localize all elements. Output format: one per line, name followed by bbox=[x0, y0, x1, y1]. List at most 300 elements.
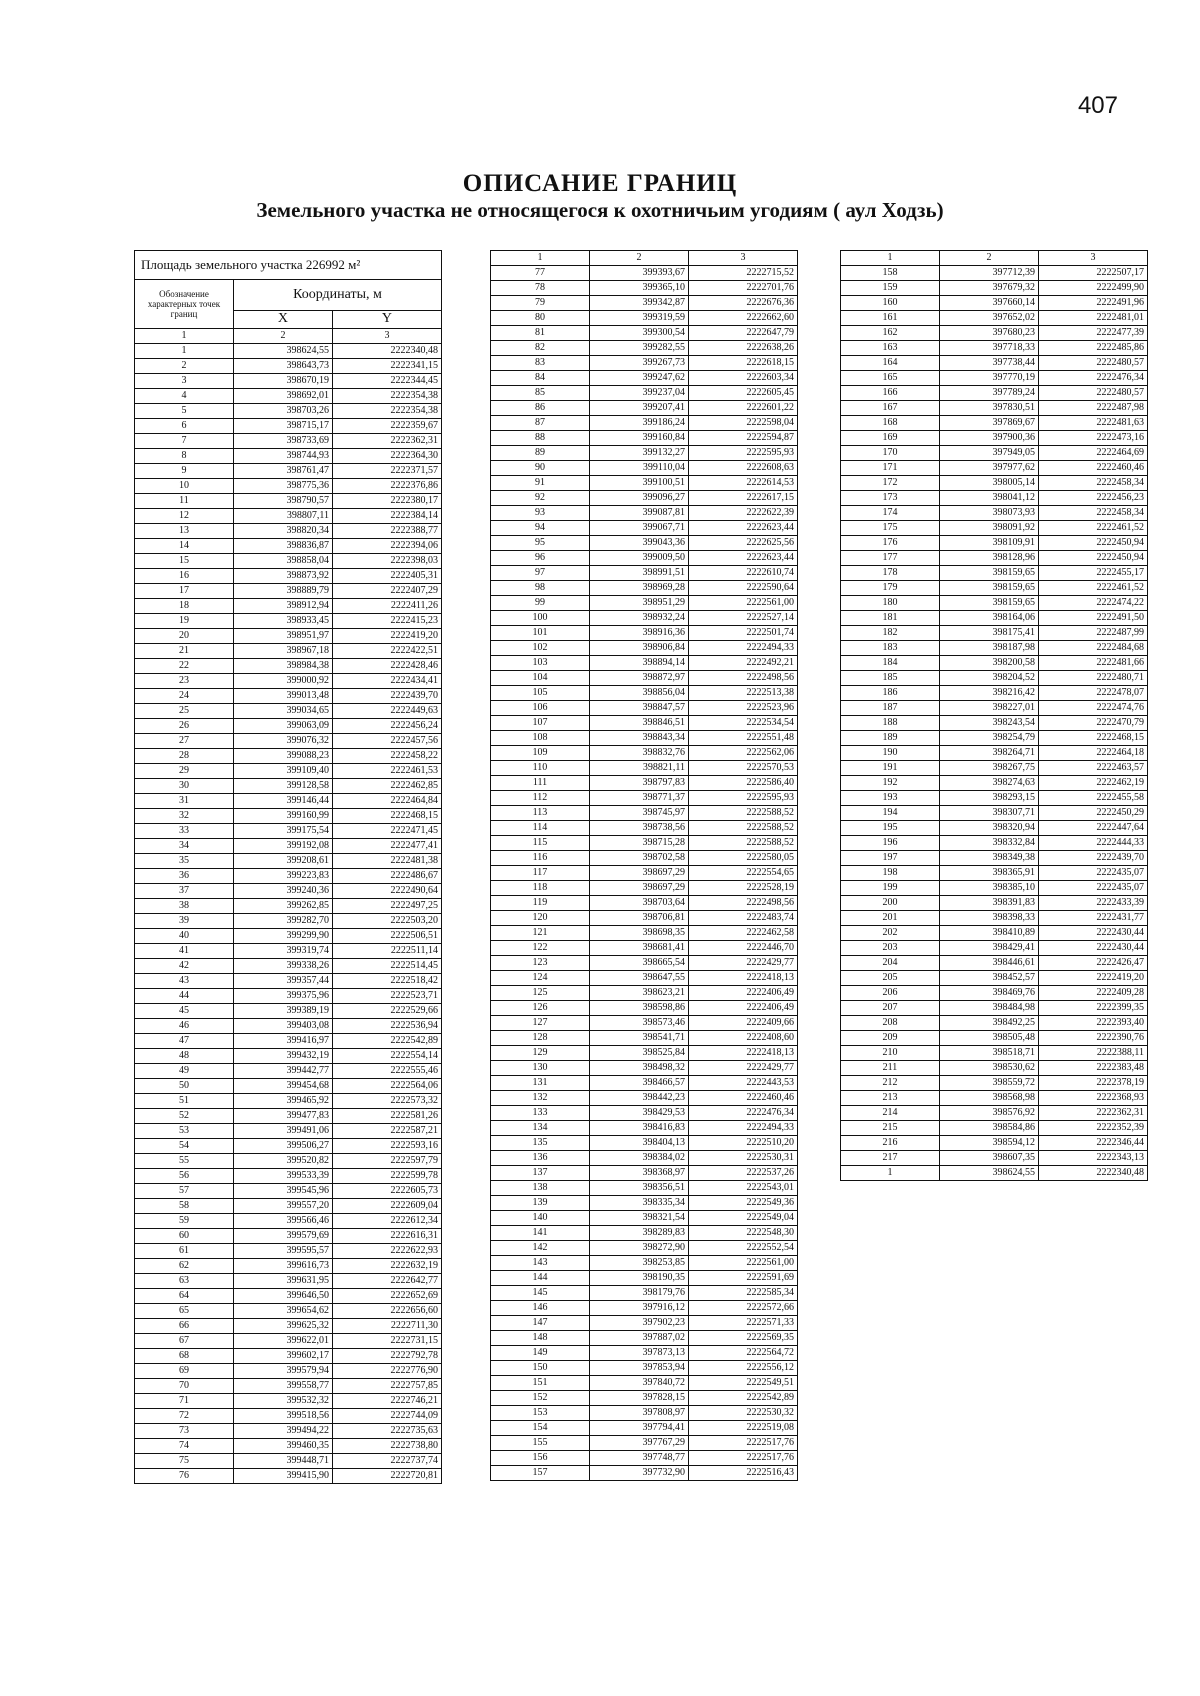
point-number: 143 bbox=[491, 1256, 590, 1271]
col-number: 1 bbox=[491, 251, 590, 266]
table-row bbox=[491, 776, 798, 791]
point-number: 73 bbox=[135, 1424, 234, 1439]
point-number: 192 bbox=[841, 776, 940, 791]
y-coordinate: 2222473,16 bbox=[1039, 431, 1148, 446]
point-number: 126 bbox=[491, 1001, 590, 1016]
point-number: 207 bbox=[841, 1001, 940, 1016]
point-number: 75 bbox=[135, 1454, 234, 1469]
table-row bbox=[135, 704, 442, 719]
y-coordinate: 2222622,93 bbox=[332, 1244, 441, 1259]
y-coordinate: 2222573,32 bbox=[332, 1094, 441, 1109]
table-row bbox=[841, 1016, 1148, 1031]
y-coordinate: 2222405,31 bbox=[332, 569, 441, 584]
point-number: 191 bbox=[841, 761, 940, 776]
y-coordinate: 2222616,31 bbox=[332, 1229, 441, 1244]
point-number: 86 bbox=[491, 401, 590, 416]
point-number: 161 bbox=[841, 311, 940, 326]
y-coordinate: 2222581,26 bbox=[332, 1109, 441, 1124]
point-number: 48 bbox=[135, 1049, 234, 1064]
point-number: 186 bbox=[841, 686, 940, 701]
table-row bbox=[135, 1199, 442, 1214]
y-coordinate: 2222399,35 bbox=[1039, 1001, 1148, 1016]
point-number: 158 bbox=[841, 266, 940, 281]
x-coordinate: 398498,32 bbox=[590, 1061, 689, 1076]
x-coordinate: 398384,02 bbox=[590, 1151, 689, 1166]
point-number: 10 bbox=[135, 479, 234, 494]
y-coordinate: 2222499,90 bbox=[1039, 281, 1148, 296]
y-coordinate: 2222462,58 bbox=[689, 926, 798, 941]
point-number: 185 bbox=[841, 671, 940, 686]
point-number: 150 bbox=[491, 1361, 590, 1376]
table-row bbox=[841, 701, 1148, 716]
y-coordinate: 2222642,77 bbox=[332, 1274, 441, 1289]
document-subtitle: Земельного участка не относящегося к охотничьим угодиям ( аул Ходзь) bbox=[256, 198, 944, 222]
table-row bbox=[135, 599, 442, 614]
table-row bbox=[135, 764, 442, 779]
table-row bbox=[135, 884, 442, 899]
table-row bbox=[491, 446, 798, 461]
x-coordinate: 399088,23 bbox=[234, 749, 333, 764]
table-row bbox=[841, 926, 1148, 941]
point-number: 188 bbox=[841, 716, 940, 731]
y-coordinate: 2222586,40 bbox=[689, 776, 798, 791]
table-row bbox=[491, 941, 798, 956]
y-coordinate: 2222419,20 bbox=[332, 629, 441, 644]
x-coordinate: 397840,72 bbox=[590, 1376, 689, 1391]
x-coordinate: 399262,85 bbox=[234, 899, 333, 914]
y-coordinate: 2222738,80 bbox=[332, 1439, 441, 1454]
x-coordinate: 399532,32 bbox=[234, 1394, 333, 1409]
x-coordinate: 398187,98 bbox=[940, 641, 1039, 656]
x-coordinate: 398466,57 bbox=[590, 1076, 689, 1091]
table-row bbox=[491, 551, 798, 566]
x-coordinate: 397828,15 bbox=[590, 1391, 689, 1406]
x-coordinate: 399013,48 bbox=[234, 689, 333, 704]
x-coordinate: 398703,26 bbox=[234, 404, 333, 419]
table-row bbox=[491, 1361, 798, 1376]
y-coordinate: 2222362,31 bbox=[1039, 1106, 1148, 1121]
table-row bbox=[135, 554, 442, 569]
point-number: 130 bbox=[491, 1061, 590, 1076]
y-coordinate: 2222426,47 bbox=[1039, 956, 1148, 971]
y-coordinate: 2222519,08 bbox=[689, 1421, 798, 1436]
x-coordinate: 398933,45 bbox=[234, 614, 333, 629]
y-coordinate: 2222461,52 bbox=[1039, 581, 1148, 596]
point-number: 206 bbox=[841, 986, 940, 1001]
point-number: 68 bbox=[135, 1349, 234, 1364]
point-number: 37 bbox=[135, 884, 234, 899]
x-header: X bbox=[234, 310, 333, 328]
y-coordinate: 2222561,00 bbox=[689, 1256, 798, 1271]
point-number: 201 bbox=[841, 911, 940, 926]
table-row bbox=[841, 791, 1148, 806]
table-row bbox=[491, 1121, 798, 1136]
point-number: 170 bbox=[841, 446, 940, 461]
x-coordinate: 398832,76 bbox=[590, 746, 689, 761]
table-row bbox=[841, 506, 1148, 521]
table-row bbox=[135, 1289, 442, 1304]
y-coordinate: 2222530,32 bbox=[689, 1406, 798, 1421]
table-row bbox=[491, 1316, 798, 1331]
point-number: 159 bbox=[841, 281, 940, 296]
point-number: 33 bbox=[135, 824, 234, 839]
x-coordinate: 398594,12 bbox=[940, 1136, 1039, 1151]
x-coordinate: 399545,96 bbox=[234, 1184, 333, 1199]
point-number: 94 bbox=[491, 521, 590, 536]
x-coordinate: 398368,97 bbox=[590, 1166, 689, 1181]
point-number: 61 bbox=[135, 1244, 234, 1259]
table-row bbox=[135, 1454, 442, 1469]
table-row bbox=[491, 926, 798, 941]
y-coordinate: 2222492,21 bbox=[689, 656, 798, 671]
x-coordinate: 397900,36 bbox=[940, 431, 1039, 446]
y-coordinate: 2222435,07 bbox=[1039, 866, 1148, 881]
x-coordinate: 398272,90 bbox=[590, 1241, 689, 1256]
point-number: 184 bbox=[841, 656, 940, 671]
y-coordinate: 2222506,51 bbox=[332, 929, 441, 944]
x-coordinate: 398005,14 bbox=[940, 476, 1039, 491]
table-row bbox=[135, 374, 442, 389]
table-row bbox=[841, 866, 1148, 881]
point-number: 22 bbox=[135, 659, 234, 674]
x-coordinate: 399477,83 bbox=[234, 1109, 333, 1124]
point-number: 53 bbox=[135, 1124, 234, 1139]
coordinates-header: Координаты, м bbox=[234, 280, 442, 311]
table-row bbox=[491, 731, 798, 746]
table-row bbox=[491, 1436, 798, 1451]
table-row bbox=[135, 1124, 442, 1139]
table-row bbox=[135, 944, 442, 959]
point-number: 136 bbox=[491, 1151, 590, 1166]
table-row bbox=[135, 1004, 442, 1019]
y-coordinate: 2222457,56 bbox=[332, 734, 441, 749]
table-row bbox=[841, 1091, 1148, 1106]
point-number: 80 bbox=[491, 311, 590, 326]
table-row bbox=[841, 1121, 1148, 1136]
x-coordinate: 399282,70 bbox=[234, 914, 333, 929]
y-coordinate: 2222518,42 bbox=[332, 974, 441, 989]
x-coordinate: 398846,51 bbox=[590, 716, 689, 731]
point-number: 213 bbox=[841, 1091, 940, 1106]
table-row bbox=[135, 614, 442, 629]
x-coordinate: 398429,41 bbox=[940, 941, 1039, 956]
y-coordinate: 2222418,13 bbox=[689, 1046, 798, 1061]
table-row bbox=[841, 536, 1148, 551]
table-row bbox=[135, 419, 442, 434]
x-coordinate: 398715,28 bbox=[590, 836, 689, 851]
table-row bbox=[841, 686, 1148, 701]
y-coordinate: 2222593,16 bbox=[332, 1139, 441, 1154]
x-coordinate: 398289,83 bbox=[590, 1226, 689, 1241]
y-coordinate: 2222605,45 bbox=[689, 386, 798, 401]
table-row bbox=[135, 1034, 442, 1049]
y-coordinate: 2222608,63 bbox=[689, 461, 798, 476]
point-number: 54 bbox=[135, 1139, 234, 1154]
table-row bbox=[841, 896, 1148, 911]
x-coordinate: 399087,81 bbox=[590, 506, 689, 521]
x-coordinate: 398797,83 bbox=[590, 776, 689, 791]
point-number: 71 bbox=[135, 1394, 234, 1409]
x-coordinate: 398643,73 bbox=[234, 359, 333, 374]
x-coordinate: 397794,41 bbox=[590, 1421, 689, 1436]
y-coordinate: 2222439,70 bbox=[1039, 851, 1148, 866]
table-row bbox=[491, 1001, 798, 1016]
point-number: 18 bbox=[135, 599, 234, 614]
table-row bbox=[841, 341, 1148, 356]
col-number: 1 bbox=[841, 251, 940, 266]
table-row bbox=[841, 491, 1148, 506]
y-coordinate: 2222676,36 bbox=[689, 296, 798, 311]
y-coordinate: 2222601,22 bbox=[689, 401, 798, 416]
x-coordinate: 398349,38 bbox=[940, 851, 1039, 866]
y-coordinate: 2222384,14 bbox=[332, 509, 441, 524]
point-number: 214 bbox=[841, 1106, 940, 1121]
table-row bbox=[491, 521, 798, 536]
table-row bbox=[135, 689, 442, 704]
table-row bbox=[491, 356, 798, 371]
x-coordinate: 399175,54 bbox=[234, 824, 333, 839]
y-coordinate: 2222463,57 bbox=[1039, 761, 1148, 776]
y-coordinate: 2222498,56 bbox=[689, 671, 798, 686]
table-row bbox=[135, 1019, 442, 1034]
y-coordinate: 2222585,34 bbox=[689, 1286, 798, 1301]
x-coordinate: 399533,39 bbox=[234, 1169, 333, 1184]
y-coordinate: 2222487,99 bbox=[1039, 626, 1148, 641]
y-coordinate: 2222435,07 bbox=[1039, 881, 1148, 896]
table-row bbox=[135, 359, 442, 374]
point-number: 173 bbox=[841, 491, 940, 506]
point-number: 114 bbox=[491, 821, 590, 836]
y-coordinate: 2222554,14 bbox=[332, 1049, 441, 1064]
table-row bbox=[135, 449, 442, 464]
table-row bbox=[135, 1049, 442, 1064]
y-coordinate: 2222450,29 bbox=[1039, 806, 1148, 821]
point-number: 142 bbox=[491, 1241, 590, 1256]
x-coordinate: 398484,98 bbox=[940, 1001, 1039, 1016]
table-row bbox=[491, 836, 798, 851]
point-number: 17 bbox=[135, 584, 234, 599]
point-number: 41 bbox=[135, 944, 234, 959]
y-coordinate: 2222603,34 bbox=[689, 371, 798, 386]
table-row bbox=[841, 296, 1148, 311]
table-row bbox=[491, 881, 798, 896]
coordinates-table-1 bbox=[134, 250, 442, 1484]
y-coordinate: 2222701,76 bbox=[689, 281, 798, 296]
y-coordinate: 2222517,76 bbox=[689, 1436, 798, 1451]
y-coordinate: 2222431,77 bbox=[1039, 911, 1148, 926]
x-coordinate: 399223,83 bbox=[234, 869, 333, 884]
point-number: 65 bbox=[135, 1304, 234, 1319]
y-coordinate: 2222612,34 bbox=[332, 1214, 441, 1229]
point-number: 60 bbox=[135, 1229, 234, 1244]
table-row bbox=[135, 1364, 442, 1379]
point-number: 45 bbox=[135, 1004, 234, 1019]
x-coordinate: 398109,91 bbox=[940, 536, 1039, 551]
point-number: 198 bbox=[841, 866, 940, 881]
y-coordinate: 2222609,04 bbox=[332, 1199, 441, 1214]
y-coordinate: 2222792,78 bbox=[332, 1349, 441, 1364]
x-coordinate: 398744,93 bbox=[234, 449, 333, 464]
y-coordinate: 2222460,46 bbox=[689, 1091, 798, 1106]
table-row bbox=[135, 824, 442, 839]
x-coordinate: 399442,77 bbox=[234, 1064, 333, 1079]
table-row bbox=[491, 1046, 798, 1061]
x-coordinate: 399460,35 bbox=[234, 1439, 333, 1454]
table-row bbox=[135, 434, 442, 449]
y-coordinate: 2222462,19 bbox=[1039, 776, 1148, 791]
x-coordinate: 398385,10 bbox=[940, 881, 1039, 896]
y-coordinate: 2222542,89 bbox=[332, 1034, 441, 1049]
y-coordinate: 2222340,48 bbox=[332, 344, 441, 359]
x-coordinate: 399579,69 bbox=[234, 1229, 333, 1244]
table-row bbox=[491, 746, 798, 761]
table-row bbox=[841, 476, 1148, 491]
x-coordinate: 397873,13 bbox=[590, 1346, 689, 1361]
table-row bbox=[135, 974, 442, 989]
point-number: 36 bbox=[135, 869, 234, 884]
table-row bbox=[491, 1106, 798, 1121]
y-coordinate: 2222516,43 bbox=[689, 1466, 798, 1481]
table-row bbox=[491, 581, 798, 596]
table-row bbox=[135, 1424, 442, 1439]
x-coordinate: 399518,56 bbox=[234, 1409, 333, 1424]
x-coordinate: 397660,14 bbox=[940, 296, 1039, 311]
table-row bbox=[841, 551, 1148, 566]
point-number: 100 bbox=[491, 611, 590, 626]
table-row bbox=[841, 1046, 1148, 1061]
point-number: 172 bbox=[841, 476, 940, 491]
x-coordinate: 398216,42 bbox=[940, 686, 1039, 701]
x-coordinate: 399300,54 bbox=[590, 326, 689, 341]
point-number: 115 bbox=[491, 836, 590, 851]
point-number: 5 bbox=[135, 404, 234, 419]
point-number: 212 bbox=[841, 1076, 940, 1091]
y-coordinate: 2222528,19 bbox=[689, 881, 798, 896]
point-number: 97 bbox=[491, 566, 590, 581]
table-row bbox=[135, 719, 442, 734]
y-coordinate: 2222523,71 bbox=[332, 989, 441, 1004]
point-number: 69 bbox=[135, 1364, 234, 1379]
table-row bbox=[491, 896, 798, 911]
y-coordinate: 2222536,94 bbox=[332, 1019, 441, 1034]
table-row bbox=[135, 854, 442, 869]
point-number: 123 bbox=[491, 956, 590, 971]
table-row bbox=[841, 401, 1148, 416]
point-number: 165 bbox=[841, 371, 940, 386]
point-number: 70 bbox=[135, 1379, 234, 1394]
y-coordinate: 2222487,98 bbox=[1039, 401, 1148, 416]
x-coordinate: 399100,51 bbox=[590, 476, 689, 491]
y-coordinate: 2222537,26 bbox=[689, 1166, 798, 1181]
y-coordinate: 2222534,54 bbox=[689, 716, 798, 731]
x-coordinate: 398446,61 bbox=[940, 956, 1039, 971]
point-number: 105 bbox=[491, 686, 590, 701]
table-row bbox=[841, 941, 1148, 956]
point-number: 4 bbox=[135, 389, 234, 404]
y-coordinate: 2222517,76 bbox=[689, 1451, 798, 1466]
table-row bbox=[841, 1061, 1148, 1076]
point-number: 202 bbox=[841, 926, 940, 941]
point-number: 152 bbox=[491, 1391, 590, 1406]
x-coordinate: 399393,67 bbox=[590, 266, 689, 281]
point-number: 77 bbox=[491, 266, 590, 281]
table-row bbox=[841, 311, 1148, 326]
y-coordinate: 2222594,87 bbox=[689, 431, 798, 446]
y-coordinate: 2222588,52 bbox=[689, 806, 798, 821]
x-coordinate: 398889,79 bbox=[234, 584, 333, 599]
point-number: 138 bbox=[491, 1181, 590, 1196]
y-coordinate: 2222632,19 bbox=[332, 1259, 441, 1274]
y-coordinate: 2222494,33 bbox=[689, 641, 798, 656]
table-row bbox=[491, 461, 798, 476]
x-coordinate: 397808,97 bbox=[590, 1406, 689, 1421]
x-coordinate: 398525,84 bbox=[590, 1046, 689, 1061]
x-coordinate: 398991,51 bbox=[590, 566, 689, 581]
point-number: 44 bbox=[135, 989, 234, 1004]
point-number: 40 bbox=[135, 929, 234, 944]
y-coordinate: 2222507,17 bbox=[1039, 266, 1148, 281]
point-number: 166 bbox=[841, 386, 940, 401]
table-row bbox=[491, 401, 798, 416]
x-coordinate: 398647,55 bbox=[590, 971, 689, 986]
x-coordinate: 397887,02 bbox=[590, 1331, 689, 1346]
point-number: 180 bbox=[841, 596, 940, 611]
y-coordinate: 2222468,15 bbox=[1039, 731, 1148, 746]
point-number: 50 bbox=[135, 1079, 234, 1094]
x-coordinate: 398530,62 bbox=[940, 1061, 1039, 1076]
table-row bbox=[135, 659, 442, 674]
x-coordinate: 399338,26 bbox=[234, 959, 333, 974]
point-column-header: Обозначение характерных точек границ bbox=[135, 280, 234, 329]
table-row bbox=[135, 734, 442, 749]
point-number: 193 bbox=[841, 791, 940, 806]
x-coordinate: 398073,93 bbox=[940, 506, 1039, 521]
point-number: 181 bbox=[841, 611, 940, 626]
point-number: 28 bbox=[135, 749, 234, 764]
table-row bbox=[491, 1466, 798, 1481]
x-coordinate: 398761,47 bbox=[234, 464, 333, 479]
table-row bbox=[491, 431, 798, 446]
y-coordinate: 2222498,56 bbox=[689, 896, 798, 911]
point-number: 51 bbox=[135, 1094, 234, 1109]
x-coordinate: 398573,46 bbox=[590, 1016, 689, 1031]
x-coordinate: 397652,02 bbox=[940, 311, 1039, 326]
table-row bbox=[841, 266, 1148, 281]
table-row bbox=[491, 1271, 798, 1286]
table-row bbox=[135, 1349, 442, 1364]
table-row bbox=[841, 746, 1148, 761]
table-row bbox=[491, 1286, 798, 1301]
point-number: 7 bbox=[135, 434, 234, 449]
x-coordinate: 398128,96 bbox=[940, 551, 1039, 566]
table-row bbox=[491, 1136, 798, 1151]
y-coordinate: 2222580,05 bbox=[689, 851, 798, 866]
x-coordinate: 398872,97 bbox=[590, 671, 689, 686]
x-coordinate: 399009,50 bbox=[590, 551, 689, 566]
table-row bbox=[491, 341, 798, 356]
y-coordinate: 2222513,38 bbox=[689, 686, 798, 701]
table-row bbox=[135, 629, 442, 644]
table-row bbox=[491, 281, 798, 296]
point-number: 30 bbox=[135, 779, 234, 794]
y-coordinate: 2222368,93 bbox=[1039, 1091, 1148, 1106]
col-number: 2 bbox=[590, 251, 689, 266]
table-row bbox=[491, 641, 798, 656]
y-coordinate: 2222354,38 bbox=[332, 389, 441, 404]
x-coordinate: 398253,85 bbox=[590, 1256, 689, 1271]
y-coordinate: 2222476,34 bbox=[689, 1106, 798, 1121]
point-number: 163 bbox=[841, 341, 940, 356]
